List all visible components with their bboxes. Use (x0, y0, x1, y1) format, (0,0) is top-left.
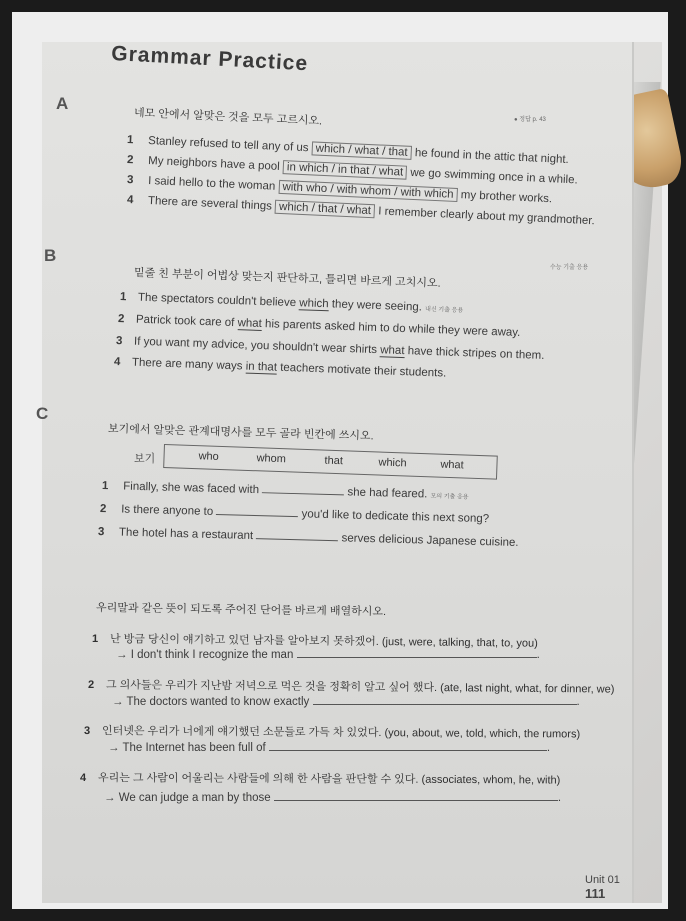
section-a-item-3: 3 I said hello to the woman with who / with whom / with which my brother works. (126, 174, 553, 206)
section-b-item-3: 3 If you want my advice, you shouldn't wear shirts what have thick stripes on them. (115, 335, 545, 362)
section-c-instruction: 보기에서 알맞은 관계대명사를 모두 골라 빈칸에 쓰시오. (107, 423, 374, 443)
textbook-photo (36, 42, 662, 903)
word-box-item: which (378, 456, 407, 470)
section-a-item-1: 1 Stanley refused to tell any of us which / what / that he found in the attic that night. (126, 134, 570, 167)
word-box-item: what (440, 458, 464, 472)
answer-blank (274, 800, 558, 801)
page-number: 111 (585, 886, 606, 901)
choice-box: which / what / that (311, 141, 412, 160)
choice-box: which / that / what (275, 200, 376, 219)
section-d-instruction: 우리말과 같은 뜻이 되도록 주어진 단어를 바르게 배열하시오. (95, 602, 387, 619)
word-box-item: whom (256, 452, 287, 466)
underlined-word: what (380, 344, 405, 358)
section-d-item-4-answer: → We can judge a man by those . (104, 792, 562, 804)
word-box-item: that (324, 454, 344, 468)
section-a-item-2: 2 My neighbors have a pool in which / in that / what we go swimming once in a while. (126, 154, 578, 187)
answer-blank (256, 538, 338, 541)
source-tag: 수능 기출 응용 (550, 265, 589, 271)
choice-box: in which / in that / what (283, 160, 408, 180)
page-title: Grammar Practice (110, 42, 309, 76)
answer-reference: ● 정답 p. 43 (514, 117, 546, 123)
section-b-instruction: 밑줄 친 부분이 어법상 맞는지 판단하고, 틀리면 바르게 고치시오. (133, 267, 441, 290)
answer-blank (297, 657, 537, 658)
answer-blank (269, 750, 547, 751)
word-box (163, 444, 498, 480)
unit-label: Unit 01 (585, 874, 620, 886)
underlined-word: which (299, 297, 329, 311)
section-b-item-2: 2 Patrick took care of what his parents asked him to do while they were away. (117, 313, 521, 340)
section-d-item-1-korean: 1 난 방금 당신이 얘기하고 있던 남자를 알아보지 못하겠어. (just, were, talking, that, to, you) (91, 633, 538, 650)
section-d-item-3-korean: 3 인터넷은 우리가 너에게 얘기했던 소문들로 가득 차 있었다. (you, about, we, told, which, the rumors) (83, 725, 581, 741)
section-c-item-1: 1 Finally, she was faced with she had feared. 모의 기출 응용 (101, 480, 469, 501)
choice-box: with who / with whom / with which (278, 180, 458, 202)
section-d-item-2-korean: 2 그 의사들은 우리가 지난밤 저녁으로 먹은 것을 정확히 알고 싶어 했다. (ate, last night, what, for dinner, we) (87, 679, 615, 696)
section-b-letter: B (44, 246, 57, 265)
section-a-letter: A (56, 94, 69, 113)
page-footer (585, 874, 632, 901)
photo-frame (12, 12, 668, 909)
section-b-item-4: 4 There are many ways in that teachers motivate their students. (113, 356, 447, 380)
word-box-item: who (198, 450, 219, 463)
section-d-item-2-answer: → The doctors wanted to know exactly . (112, 696, 580, 708)
bogi-label: 보기 (134, 453, 156, 465)
underlined-word: in that (245, 360, 278, 374)
section-d-item-3-answer: → The Internet has been full of . (108, 742, 551, 754)
answer-blank (216, 514, 298, 517)
section-a-item-4: 4 There are several things which / that / what I remember clearly about my grandmother. (126, 194, 595, 228)
section-c-letter: C (36, 404, 49, 423)
section-b-item-1: 1 The spectators couldn't believe which they were seeing. 내신 기출 응용 (119, 291, 464, 314)
answer-blank (262, 492, 344, 495)
section-c-item-2: 2 Is there anyone to you'd like to dedicate this next song? (99, 503, 490, 526)
underlined-word: what (237, 317, 263, 331)
textbook-page (36, 42, 634, 903)
section-d-item-4-korean: 4 우리는 그 사람이 어울리는 사람들에 의해 한 사람을 판단할 수 있다. (associates, whom, he, with) (79, 772, 561, 787)
section-a-instruction: 네모 안에서 알맞은 것을 모두 고르시오. (133, 107, 323, 128)
section-c-item-3: 3 The hotel has a restaurant serves delicious Japanese cuisine. (97, 526, 519, 550)
section-d-item-1-answer: → I don't think I recognize the man . (116, 649, 540, 661)
answer-blank (313, 704, 577, 705)
